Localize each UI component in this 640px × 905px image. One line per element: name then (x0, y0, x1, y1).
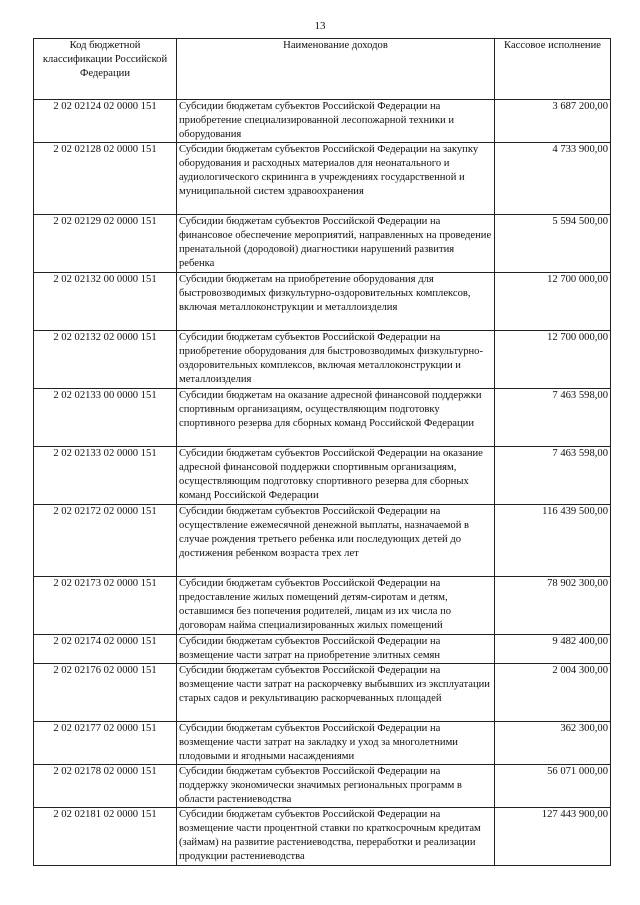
row-code: 2 02 02178 02 0000 151 (34, 765, 177, 808)
row-code: 2 02 02132 02 0000 151 (34, 331, 177, 389)
row-name: Субсидии бюджетам субъектов Российской Федерации на закупку оборудования и расходных материалов для неонатального и аудиологического скрининга в учреждениях государственной и муниципальной систем здравоохранения (177, 143, 495, 215)
row-name: Субсидии бюджетам субъектов Российской Федерации на поддержку экономически значимых региональных программ в области растениеводства (177, 765, 495, 808)
table-row (34, 389, 611, 447)
row-amount: 127 443 900,00 (495, 808, 611, 866)
table-row (34, 331, 611, 389)
row-code: 2 02 02132 00 0000 151 (34, 273, 177, 331)
row-name: Субсидии бюджетам субъектов Российской Федерации на приобретение оборудования для быстровозводимых физкультурно-оздоровительных комплексов, включая металлоконструкции и металлоизделия (177, 331, 495, 389)
row-code: 2 02 02174 02 0000 151 (34, 635, 177, 664)
budget-table (33, 38, 611, 866)
table-row (34, 664, 611, 722)
table-row (34, 635, 611, 664)
row-name: Субсидии бюджетам на приобретение оборудования для быстровозводимых физкультурно-оздоровительных комплексов, включая металлоконструкции и металлоизделия (177, 273, 495, 331)
table-header-row (34, 39, 611, 100)
row-name: Субсидии бюджетам субъектов Российской Федерации на возмещение части затрат на приобретение элитных семян (177, 635, 495, 664)
row-amount: 12 700 000,00 (495, 273, 611, 331)
row-amount: 78 902 300,00 (495, 577, 611, 635)
table-row (34, 143, 611, 215)
table-row (34, 808, 611, 866)
row-amount: 2 004 300,00 (495, 664, 611, 722)
table-row (34, 722, 611, 765)
table-row (34, 100, 611, 143)
row-name: Субсидии бюджетам субъектов Российской Федерации на возмещение части процентной ставки по краткосрочным кредитам (займам) на развитие растениеводства, переработки и реализации продукции растениеводства (177, 808, 495, 866)
header-amount: Кассовое исполнение (495, 39, 611, 100)
row-name: Субсидии бюджетам субъектов Российской Федерации на возмещение части затрат на раскорчевку выбывших из эксплуатации старых садов и рекультивацию раскорчеванных площадей (177, 664, 495, 722)
row-code: 2 02 02133 02 0000 151 (34, 447, 177, 505)
row-name: Субсидии бюджетам субъектов Российской Федерации на финансовое обеспечение мероприятий, направленных на проведение пренатальной (дородовой) диагностики нарушений развития ребенка (177, 215, 495, 273)
row-name: Субсидии бюджетам субъектов Российской Федерации на приобретение специализированной лесопожарной техники и оборудования (177, 100, 495, 143)
row-code: 2 02 02177 02 0000 151 (34, 722, 177, 765)
row-code: 2 02 02172 02 0000 151 (34, 505, 177, 577)
table-row (34, 215, 611, 273)
row-name: Субсидии бюджетам на оказание адресной финансовой поддержки спортивным организациям, осуществляющим подготовку спортивного резерва для сборных команд Российской Федерации (177, 389, 495, 447)
row-amount: 7 463 598,00 (495, 447, 611, 505)
table-row (34, 505, 611, 577)
row-amount: 5 594 500,00 (495, 215, 611, 273)
table-row (34, 447, 611, 505)
row-name: Субсидии бюджетам субъектов Российской Федерации на оказание адресной финансовой поддержки спортивным организациям, осуществляющим подготовку спортивного резерва для сборных команд Российской Федерации (177, 447, 495, 505)
row-name: Субсидии бюджетам субъектов Российской Федерации на осуществление ежемесячной денежной выплаты, назначаемой в случае рождения третьего ребенка или последующих детей до достижения ребенком возраста трех лет (177, 505, 495, 577)
row-code: 2 02 02173 02 0000 151 (34, 577, 177, 635)
table-row (34, 273, 611, 331)
row-code: 2 02 02133 00 0000 151 (34, 389, 177, 447)
row-amount: 12 700 000,00 (495, 331, 611, 389)
row-amount: 7 463 598,00 (495, 389, 611, 447)
row-code: 2 02 02176 02 0000 151 (34, 664, 177, 722)
page-number: 13 (314, 20, 326, 32)
row-code: 2 02 02124 02 0000 151 (34, 100, 177, 143)
row-amount: 3 687 200,00 (495, 100, 611, 143)
table-row (34, 577, 611, 635)
row-amount: 362 300,00 (495, 722, 611, 765)
row-amount: 4 733 900,00 (495, 143, 611, 215)
row-code: 2 02 02128 02 0000 151 (34, 143, 177, 215)
row-name: Субсидии бюджетам субъектов Российской Федерации на предоставление жилых помещений детям-сиротам и детям, оставшимся без попечения родителей, лицам из их числа по договорам найма специализированных жилых помещений (177, 577, 495, 635)
header-name: Наименование доходов (177, 39, 495, 100)
header-code: Код бюджетной классификации Российской Федерации (34, 39, 177, 100)
row-amount: 9 482 400,00 (495, 635, 611, 664)
table-row (34, 765, 611, 808)
row-amount: 56 071 000,00 (495, 765, 611, 808)
row-code: 2 02 02181 02 0000 151 (34, 808, 177, 866)
row-code: 2 02 02129 02 0000 151 (34, 215, 177, 273)
row-name: Субсидии бюджетам субъектов Российской Федерации на возмещение части затрат на закладку и уход за многолетними плодовыми и ягодными насаждениями (177, 722, 495, 765)
row-amount: 116 439 500,00 (495, 505, 611, 577)
